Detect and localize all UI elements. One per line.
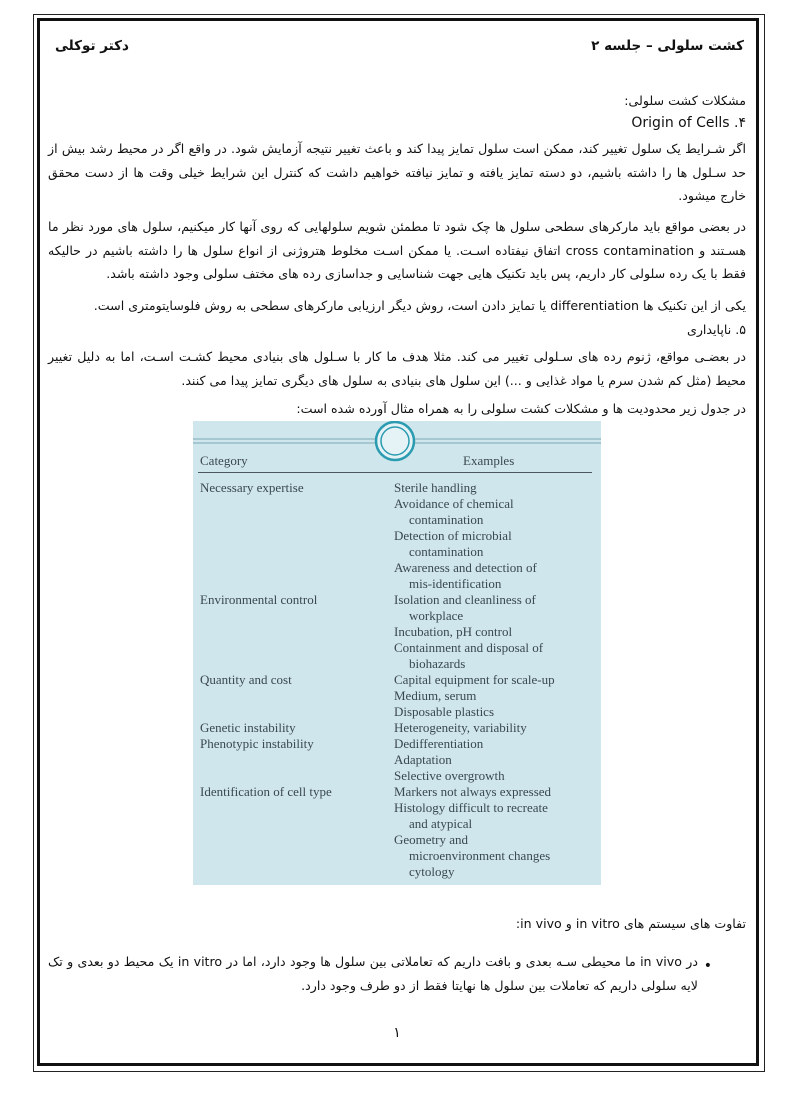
- bullet-text-c: یک محیط دو بعدی و تک لایه سلولی داریم که تعاملات بین سلول ها نهایتا فقط از دو طرف وجود دارد.: [48, 954, 698, 993]
- diff-heading-colon: :: [515, 916, 521, 931]
- para2-term: cross contamination: [565, 242, 695, 258]
- header-author: دکتر توکلی: [55, 38, 129, 54]
- table-row-example: Adaptation: [394, 752, 452, 767]
- table-row-category: Phenotypic instability: [200, 736, 314, 751]
- table-row-example: Heterogeneity, variability: [394, 720, 527, 735]
- table-row-example: cytology: [409, 864, 455, 879]
- para3-term: differentiation: [550, 298, 640, 313]
- table-row-example: workplace: [409, 608, 464, 623]
- table-row-example: Markers not always expressed: [394, 784, 552, 799]
- table-row-example: mis-identification: [409, 576, 502, 591]
- bullet-text-b: ما محیطی سـه بعدی و بافت داریم که تعاملاتی بین سلول ها وجود دارد، اما در: [226, 954, 636, 969]
- table-row-example: biohazards: [409, 656, 466, 671]
- diff-heading-term2: in vivo: [520, 916, 562, 931]
- table-row-example: contamination: [409, 544, 484, 559]
- diff-heading-text: تفاوت های سیستم های: [623, 916, 746, 931]
- item4-heading: [56, 112, 746, 136]
- paragraph-techniques: [48, 294, 746, 318]
- item5-heading: ۵. ناپایداری: [686, 322, 746, 337]
- table-ornament: [193, 421, 601, 471]
- table-row-category: Environmental control: [200, 592, 318, 607]
- table-header-examples: Examples: [463, 453, 515, 468]
- paragraph-differentiation: اگر شـرایط یک سلول تغییر کند، ممکن است سلول تمایز پیدا کند و باعث تغییر نتیجه آزمایش شود. در واقع اگر در محیط رشد بیش از حد سـلول ها را داشته باشیم، دو دسته تمایز یافته و تمایز نیافته خواهیم داشت که کنترل این شرایط خیلی وقت ها از دست محقق خارج میشود.: [48, 141, 746, 203]
- para2-text-b: اتفاق نیفتاده اسـت. یا ممکن اسـت مخلوط هتروژنی از انواع سلول ها را داشته باشیم در حالیکه فقط با یک رده سلولی کار داریم، پس باید تکنیک هایی جهت شناسایی و جداسازی رده های مختف سلولی وجود داشته باشد.: [48, 242, 746, 281]
- bullet-term1: in vivo: [640, 954, 682, 969]
- header-title: کشت سلولی – جلسه ۲: [591, 38, 744, 54]
- paragraph-instability: در بعضـی مواقع، ژنوم رده های سـلولی تغییر می کند. مثلا هدف ما کار با سـلول های بنیادی محیط کشـت اسـت، اما به دلیل تغییر محیط (مثل کم شدن سرم یا مواد غذایی و ...) این سلول های بنیادی به سلول های دیگری تمایز پیدا می کنند.: [48, 349, 746, 388]
- diff-heading-and: و: [565, 916, 572, 931]
- bullet-marker: •: [703, 958, 712, 974]
- item4-number: ۴.: [734, 115, 746, 131]
- table-row-example: Disposable plastics: [394, 704, 495, 719]
- table-row-example: Medium, serum: [394, 688, 477, 703]
- table-row-example: Awareness and detection of: [394, 560, 537, 575]
- table-row-example: Detection of microbial: [394, 528, 512, 543]
- bullet-text-a: در: [686, 954, 698, 969]
- table-row-example: Isolation and cleanliness of: [394, 592, 536, 607]
- table-row-category: Necessary expertise: [200, 480, 304, 495]
- table-row-example: microenvironment changes: [409, 848, 551, 863]
- bullet-item-invivo-invitro: [48, 950, 698, 997]
- table-row-example: Capital equipment for scale-up: [394, 672, 555, 687]
- table-row-example: Containment and disposal of: [394, 640, 544, 655]
- table-row-example: Geometry and: [394, 832, 469, 847]
- table-row-category: Quantity and cost: [200, 672, 292, 687]
- table-row-example: and atypical: [409, 816, 473, 831]
- diff-heading-term1: in vitro: [575, 916, 620, 931]
- table-row-category: Genetic instability: [200, 720, 296, 735]
- table-row-example: Histology difficult to recreate: [394, 800, 548, 815]
- problems-heading: مشکلات کشت سلولی:: [624, 93, 746, 108]
- table-row-example: Dedifferentiation: [394, 736, 484, 751]
- table-row-example: contamination: [409, 512, 484, 527]
- limitations-table-figure: [193, 421, 601, 885]
- bullet-term2: in vitro: [177, 954, 223, 969]
- paragraph-table-intro: در جدول زیر محدودیت ها و مشکلات کشت سلولی را به همراه مثال آورده شده است:: [296, 401, 746, 416]
- para2-text-a: در بعضی مواقع باید مارکرهای سطحی سلول ها چک شود تا مطمئن شویم سلولهایی که روی آنها کار میکنیم، سلول های مورد نظر ما هسـتند و: [48, 219, 747, 258]
- differences-heading: [48, 912, 746, 936]
- para3-text-b: یا تمایز دادن است، روش دیگر ارزیابی مارکرهای سطحی به روش فلوسایتومتری است.: [93, 298, 547, 313]
- para3-text-a: یکی از این تکنیک ها: [643, 298, 746, 313]
- table-row-example: Incubation, pH control: [394, 624, 513, 639]
- table-header-rule: [198, 472, 592, 473]
- table-row-example: Sterile handling: [394, 480, 477, 495]
- table-row-category: Identification of cell type: [200, 784, 332, 799]
- table-row-example: Selective overgrowth: [394, 768, 505, 783]
- item4-title: Origin of Cells: [631, 115, 730, 131]
- paragraph-markers: [48, 215, 746, 286]
- table-row-example: Avoidance of chemical: [394, 496, 514, 511]
- table-header-category: Category: [200, 453, 248, 468]
- page-number: ۱: [393, 1025, 401, 1041]
